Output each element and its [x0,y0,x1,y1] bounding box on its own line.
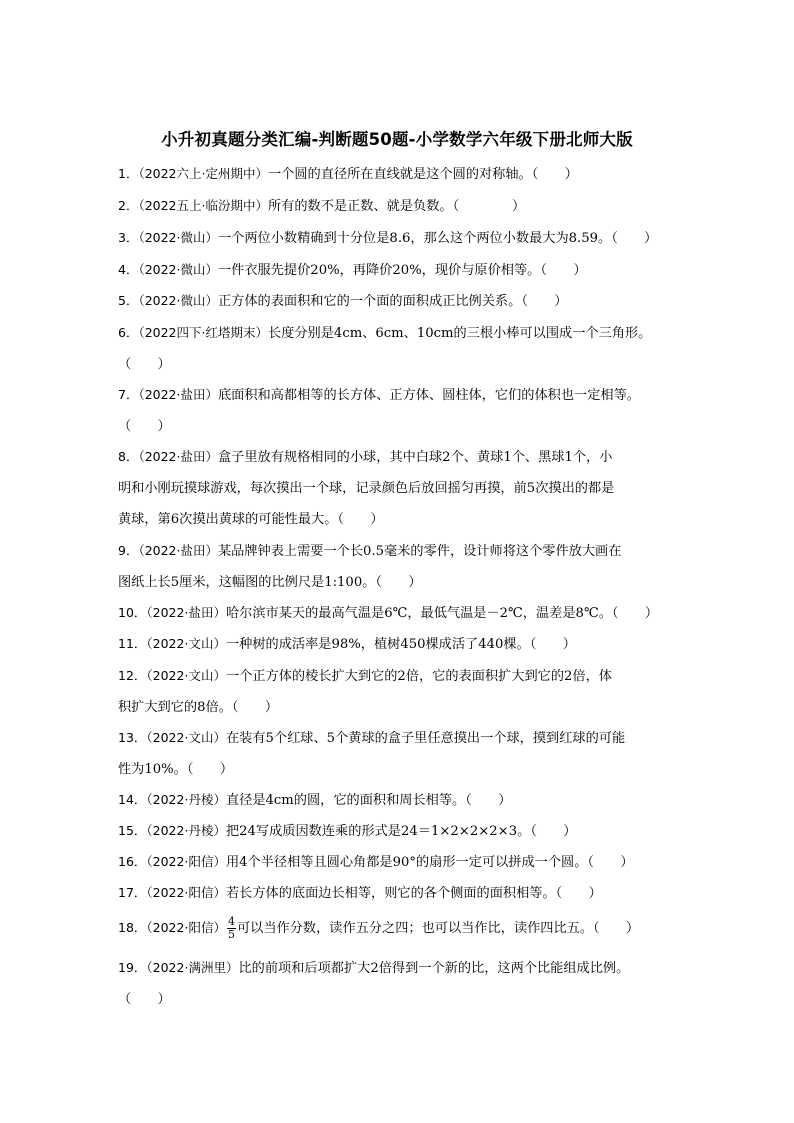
question-number: 16． [118,854,147,869]
question-number: 19． [118,960,147,975]
question-number: 9． [118,543,139,558]
question-18 [118,912,698,944]
question-text: （ ） [118,357,171,372]
question-15 [118,815,698,847]
question-6 [118,317,698,380]
question-text: 一个正方体的棱长扩大到它的2倍，它的表面积扩大到它的2倍，体 [225,669,612,684]
question-source: （2022·文山） [146,636,226,651]
question-source: （2022·丹棱） [146,823,226,838]
question-text: 一种树的成活率是98%，植树450棵成活了440棵。（ ） [225,637,576,652]
question-1 [118,158,698,190]
question-text: 图纸上长5厘米，这幅图的比例尺是1:100。（ ） [118,575,422,590]
question-text: 若长方体的底面边长相等，则它的各个侧面的面积相等。（ ） [225,886,602,901]
question-14 [118,784,698,816]
question-source: （2022·文山） [146,730,226,745]
question-11 [118,628,698,660]
question-source: （2022·盐田） [138,387,218,402]
question-source: （2022·盐田） [138,543,218,558]
question-text: 积扩大到它的8倍。（ ） [118,700,279,715]
question-number: 12． [118,668,147,683]
question-text: 所有的数不是正数、就是负数。（ ） [268,199,526,214]
question-number: 11． [118,636,147,651]
question-12 [118,660,698,723]
question-source: （2022六上·定州期中） [138,166,268,181]
question-19 [118,952,698,1015]
question-source: （2022·阳信） [146,920,226,935]
fraction-numerator: 4 [227,915,235,928]
question-number: 15． [118,823,147,838]
document-title: 小升初真题分类汇编-判断题50题-小学数学六年级下册北师大版 [161,130,633,149]
question-number: 13． [118,730,147,745]
question-8 [118,441,698,535]
question-text: 正方体的表面积和它的一个面的面积成正比例关系。（ ） [218,294,568,309]
question-text: 用4个半径相等且圆心角都是90°的扇形一定可以拼成一个圆。（ ） [225,855,634,870]
question-text: 一个两位小数精确到十分位是8.6，那么这个两位小数最大为8.59。（ ） [218,231,658,246]
question-7 [118,379,698,442]
question-number: 4． [118,262,139,277]
question-text: 某品牌钟表上需要一个长0.5毫米的零件，设计师将这个零件放大画在 [218,544,622,559]
question-number: 18． [118,920,147,935]
question-number: 8． [118,449,139,464]
question-text: 黄球，第6次摸出黄球的可能性最大。（ ） [118,512,384,527]
question-text: 明和小刚玩摸球游戏，每次摸出一个球，记录颜色后放回摇匀再摸，前5次摸出的都是 [118,481,615,496]
question-number: 10． [118,605,147,620]
question-source: （2022·阳信） [146,885,226,900]
question-text: 一件衣服先提价20%，再降价20%，现价与原价相等。（ ） [218,263,587,278]
question-number: 3． [118,230,139,245]
question-source: （2022·文山） [146,668,226,683]
question-source: （2022·阳信） [146,854,226,869]
question-17 [118,877,698,909]
question-text: 底面积和高都相等的长方体、正方体、圆柱体，它们的体积也一定相等。 [218,388,640,403]
question-5 [118,285,698,317]
question-source: （2022四下·红塔期末） [138,325,268,340]
question-text: 直径是4cm的圆，它的面积和周长相等。（ ） [225,793,512,808]
question-text: 盒子里放有规格相同的小球，其中白球2个、黄球1个、黑球1个，小 [218,450,613,465]
question-2 [118,190,698,222]
question-source: （2022·盐田） [146,605,226,620]
question-source: （2022·丹棱） [146,792,226,807]
question-source: （2022·盐田） [138,449,218,464]
question-text: 哈尔滨市某天的最高气温是6℃，最低气温是－2℃，温差是8℃。（ ） [225,606,659,621]
question-number: 7． [118,387,139,402]
question-source: （2022·微山） [138,293,218,308]
question-4 [118,254,698,286]
question-number: 2． [118,198,139,213]
question-source: （2022·满洲里） [146,960,239,975]
question-10 [118,597,698,629]
question-16 [118,846,698,878]
question-source: （2022·微山） [138,230,218,245]
question-number: 6． [118,325,139,340]
fraction [227,916,236,941]
fraction-denominator: 5 [227,928,235,941]
question-text: （ ） [118,992,171,1007]
question-text: 在装有5个红球、5个黄球的盒子里任意摸出一个球，摸到红球的可能 [225,731,626,746]
question-source: （2022五上·临汾期中） [138,198,268,213]
question-text: 比的前项和后项都扩大2倍得到一个新的比，这两个比能组成比例。 [238,961,630,976]
question-text: 性为10%。（ ） [118,762,234,777]
question-number: 1． [118,166,139,181]
question-number: 17． [118,885,147,900]
question-text: 可以当作分数，读作五分之四；也可以当作比，读作四比五。（ ） [236,921,640,936]
question-text: 把24写成质因数连乘的形式是24＝1×2×2×2×3。（ ） [225,824,577,839]
question-text: 一个圆的直径所在直线就是这个圆的对称轴。（ ） [268,167,578,182]
question-source: （2022·微山） [138,262,218,277]
question-number: 14． [118,792,147,807]
question-number: 5． [118,293,139,308]
question-9 [118,535,698,598]
question-13 [118,722,698,785]
question-text: （ ） [118,419,171,434]
question-3 [118,222,698,254]
question-text: 长度分别是4cm、6cm、10cm的三根小棒可以围成一个三角形。 [268,326,652,341]
